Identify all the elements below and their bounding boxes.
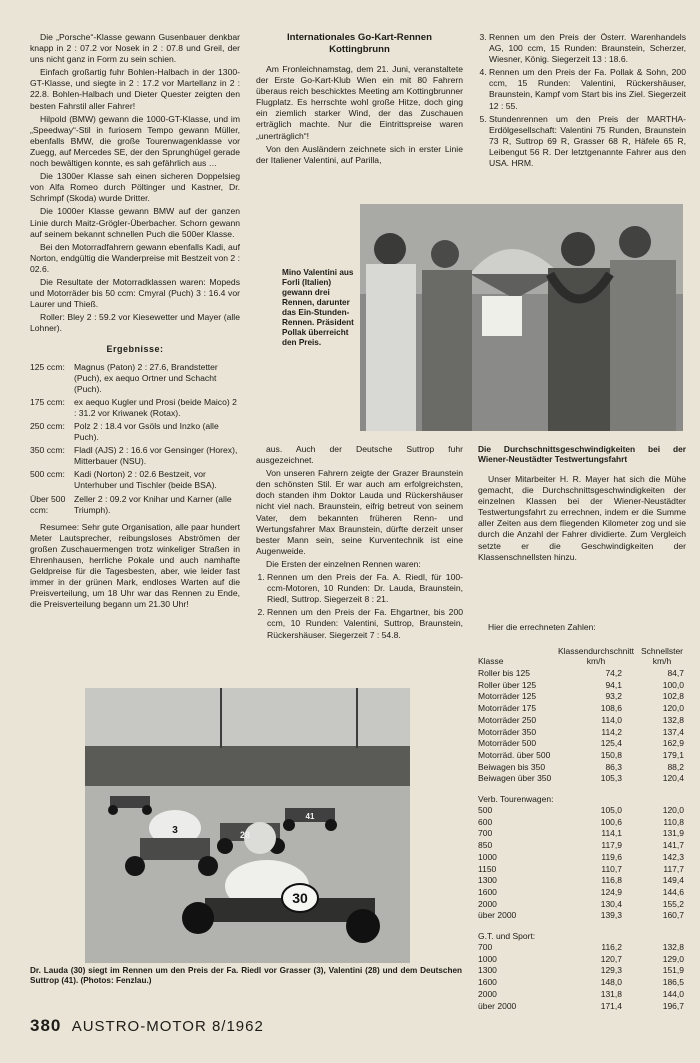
result-text: Fladl (AJS) 2 : 16.6 vor Gensinger (Horex), Mitterbauer (NSU). [74,445,238,467]
column-middle-continued [256,444,463,643]
table-cell-class: 1600 [478,977,497,988]
table-row [478,942,688,954]
table-cell-average: 100,6 [600,816,622,827]
kart-number-suttrop: 41 [305,812,315,821]
table-cell-class: Roller über 125 [478,679,537,690]
result-text: Kadi (Norton) 2 : 02.6 Bestzeit, vor Unterhuber und Tischler (beide BSA). [74,469,217,491]
table-cell-average: 148,0 [600,977,622,988]
table-cell-fastest: 117,7 [663,863,684,874]
table-cell-class: über 2000 [478,1000,517,1011]
kart-number-lead: 30 [292,890,308,906]
speed-table-header [478,646,688,666]
table-cell-average: 74,2 [605,668,622,678]
table-cell-average: 116,8 [601,875,622,886]
table-cell-fastest: 196,7 [662,1000,684,1011]
column-right-body [478,474,686,565]
table-cell-average: 130,4 [600,898,622,909]
table-row [478,703,688,715]
table-row [478,1001,688,1013]
table-cell-fastest: 162,9 [662,738,684,749]
table-cell-class: 1150 [478,863,497,874]
kart-number-grasser: 3 [172,825,178,836]
column-middle [256,32,463,168]
table-cell-average: 114,2 [601,726,622,737]
table-row [478,750,688,762]
table-cell-fastest: 186,5 [662,977,684,988]
result-row [30,494,240,516]
go-kart-race-illustration [85,688,410,963]
table-row [478,910,688,922]
table-row [478,715,688,727]
table-row [478,773,688,785]
table-row [478,864,688,876]
table-cell-average: 120,7 [600,953,622,964]
paragraph: Die Ersten der einzelnen Rennen waren: [266,558,421,569]
results-title: Ergebnisse: [106,344,164,355]
table-cell-fastest: 160,7 [662,910,684,921]
table-cell-class: 2000 [478,988,497,999]
table-cell-fastest: 141,7 [662,840,684,851]
table-cell-fastest: 129,0 [662,953,684,964]
speed-table [478,622,688,1012]
photo-award-caption: Mino Valentini aus Forli (Italien) gewann drei Rennen, darunter das Ein-Stunden-Rennen. Präsident Pollak überreicht den Preis. [282,268,354,347]
table-row [478,738,688,750]
result-text: Polz 2 : 18.4 vor Gsöls und Inzko (alle Puch). [74,421,219,443]
table-cell-average: 124,9 [600,886,622,897]
result-row [30,362,240,395]
table-cell-fastest: 144,6 [662,886,684,897]
resumee-paragraph: Resumee: Sehr gute Organisation, alle paar hundert Meter Lautsprecher, reibungsloses Abströmen der großen Zuschauermengen trotz winkeliger Straßen in Ehrenhausen, herrliche Pokale und auch namhafte Geldpreise für die Tagesbesten, aber, wie leider fast immer in der grünen Mark, endloses Warten auf die Preisverteilung, um 18 Uhr war das Rennen zu Ende, die Preisverteilung begann um 21.30 Uhr! [30,521,240,610]
paragraph: Die „Porsche“-Klasse gewann Gusenbauer denkbar knapp in 2 : 07.2 vor Nosek in 2 : 07.8 und Greil, der uns nicht ganz in Form zu sein schien. [30,32,240,65]
result-class: 125 ccm: [30,361,65,372]
table-row [478,762,688,774]
paragraph: Roller: Bley 2 : 59.2 vor Kiesewetter und Mayer (alle Lohner). [30,312,240,334]
table-group-title: Verb. Tourenwagen: [478,794,554,805]
award-ceremony-illustration [360,204,683,431]
table-row [478,817,688,829]
table-cell-average: 93,2 [605,691,622,702]
table-cell-class: über 2000 [478,910,517,921]
table-row [478,668,688,680]
table-cell-average: 125,4 [600,738,622,749]
paragraph: Hilpold (BMW) gewann die 1000-GT-Klasse, und im „Speedway“-Stil in furiosem Tempo gewann Müller, ebenfalls BMW, die große Tourenwagenklasse vor Zuegg, auf Mercedes SE, der den Sprunghügel gerade noch bewältigen konnte, es sah gefährlich aus … [30,113,240,169]
speed-section-heading: Die Durchschnittsgeschwindigkeiten bei der Wiener-Neustädter Testwertungsfahrt [478,444,686,465]
table-row [478,887,688,899]
list-item: 1. Rennen um den Preis der Fa. A. Riedl, für 100-ccm-Motoren, 10 Runden: Dr. Lauda, Braunstein, Riedl, Suttrop. Siegerzeit 8 : 21. [267,572,463,605]
photo-award-ceremony [360,204,683,431]
paragraph: Bei den Motorradfahrern gewann ebenfalls Kadi, auf Norton, endgültig die Wanderpreise mit Bestzeit von 2 : 02.6. [30,241,240,274]
paragraph: Am Fronleichnamstag, dem 21. Juni, veranstaltete der Erste Go-Kart-Klub Wien ein mit 80 Fahrern überaus reich beschicktes Meeting am Kottingbrunner Flugplatz. Es herrschte wohl große Hitze, doch ging ein ziemlich starker Wind, der das Zuschauen erträglich machte. Nur die Eintrittspreise waren „unerträglich“! [256,64,463,141]
column-left-paragraphs [30,32,240,334]
result-row [30,421,240,443]
table-cell-fastest: 155,2 [662,898,684,909]
list-item: 4. Rennen um den Preis der Fa. Pollak & Sohn, 200 ccm, 15 Runden: Valentini, Rückershäuser, Braunstein, Kampf vom Start bis ins Ziel. Siegerzeit 12 : 55. [489,67,686,111]
table-cell-fastest: 132,8 [662,942,684,953]
table-cell-class: 2000 [478,898,497,909]
race-results-list-2 [478,32,686,169]
table-cell-fastest: 151,9 [662,965,684,976]
table-cell-class: 700 [478,942,493,953]
result-class: 350 ccm: [30,445,65,456]
table-cell-fastest: 102,8 [662,691,684,702]
table-cell-fastest: 84,7 [667,668,684,678]
table-row [478,954,688,966]
table-cell-class: Beiwagen über 350 [478,773,552,784]
table-cell-fastest: 142,3 [662,851,684,862]
table-cell-average: 114,0 [601,714,622,725]
paragraph: Einfach großartig fuhr Bohlen-Halbach in der 1300-GT-Klasse, und siegte in 2 : 17.2 vor Martellanz in 2 : 22.8. Bohlen-Halbach und Dieter Quester zeigten den besten Fahrstil aller Fahrer! [30,67,240,111]
article-headline: Internationales Go-Kart-Rennen Kottingbrunn [287,32,432,55]
speed-table-body [478,668,688,1012]
paragraph: Von unseren Fahrern zeigte der Grazer Braunstein den schönsten Stil. Er war auch am erfolgreichsten, doch standen ihm Doktor Lauda und Rückershäuser nicht viel nach. Braunstein, eifrig betreut von seinem Vater, dem bekannten früheren Renn- und Wertungsfahrer Max Braunstein, dürfte derzeit unser bester Mann sein, seine Kurventechnik ist eine Augenweide. [256,468,463,556]
table-cell-average: 129,3 [600,965,622,976]
table-cell-class: Motorräder 175 [478,703,537,714]
photo-go-kart-race [85,688,410,963]
header-average: Klassendurchschnitt km/h [557,646,635,666]
table-cell-average: 131,8 [600,988,622,999]
list-item: 3. Rennen um den Preis der Österr. Warenhandels AG, 100 ccm, 15 Runden: Braunstein, Scherzer, Wiesner, König. Siegerzeit 13 : 18.6. [489,32,686,65]
table-row [478,899,688,911]
table-cell-fastest: 131,9 [662,828,684,839]
table-row [478,977,688,989]
result-row [30,469,240,491]
table-cell-fastest: 100,0 [662,679,684,690]
table-cell-class: Motorräder 500 [478,738,537,749]
table-group-title: G.T. und Sport: [478,931,536,942]
table-cell-average: 114,1 [601,828,622,839]
table-cell-fastest: 120,4 [662,773,684,784]
table-cell-average: 117,9 [601,840,622,851]
table-cell-class: Motorräder 125 [478,691,537,702]
table-row [478,805,688,817]
result-text: Zeller 2 : 09.2 vor Knihar und Karner (alle Triumph). [74,493,232,515]
table-cell-average: 105,3 [600,773,622,784]
results-list [30,362,240,516]
list-item: 5. Stundenrennen um den Preis der MARTHA-Erdölgesellschaft: Valentini 75 Runden, Braunstein 73 R, Suttrop 69 R, Grasser 68 R, Häfele 65 R, Leibengut 56 R. Der letztgenannte Fahrer aus den USA. HRM. [489,114,686,169]
column-left [30,32,240,613]
speed-section-paragraph: Unser Mitarbeiter H. R. Mayer hat sich die Mühe gemacht, die Durchschnittsgeschwindigkeiten der einzelnen Klassen bei der Wiener-Neustädter Testwertungsfahrt zu errechnen, indem er die Summe aller Zeiten aus dem fliegenden Kilometer zog und sie durch die Anzahl der Fahrer dividierte. Zum Vergleich setzte er die Geschwindigkeiten der Klassenschnellsten hinzu. [478,474,686,562]
table-cell-fastest: 137,4 [662,726,684,737]
table-row [478,828,688,840]
page-footer [30,1016,264,1036]
table-cell-average: 119,6 [601,851,622,862]
table-cell-class: 1000 [478,953,497,964]
table-row [478,840,688,852]
paragraph: Die 1000er Klasse gewann BMW auf der ganzen Linie durch Maitz-Grögler-Überbacher. Schorn gewann auf seinem bekannt schnellen Puch die 500er Klasse. [30,206,240,239]
result-class: Über 500 ccm: [30,493,66,515]
photo-race-caption: Dr. Lauda (30) siegt im Rennen um den Preis der Fa. Riedl vor Grasser (3), Valentini (28) und dem Deutschen Suttrop (41). (Photos: Fenzlau.) [30,966,462,985]
table-cell-fastest: 120,0 [662,805,684,816]
table-row [478,691,688,703]
table-cell-average: 110,7 [601,863,622,874]
table-cell-class: Roller bis 125 [478,668,530,678]
speed-table-intro: Hier die errechneten Zahlen: [488,622,596,632]
table-cell-class: Motorräder 350 [478,726,537,737]
table-row [478,727,688,739]
page-number: 380 [30,1016,62,1035]
result-class: 500 ccm: [30,469,65,480]
table-cell-average: 108,6 [600,703,622,714]
column-middle-cont-paragraphs [256,444,463,570]
table-cell-average: 116,2 [601,942,622,953]
result-text: Magnus (Paton) 2 : 27.6, Brandstetter (Puch), ex aequo Ortner und Schacht (Puch). [74,361,218,394]
table-row [478,989,688,1001]
table-cell-class: Motorräd. über 500 [478,749,551,760]
list-item: 2. Rennen um den Preis der Fa. Ehgartner, bis 200 ccm, 10 Runden: Valentini, Suttrop, Braunstein, Rückershäuser. Siegerzeit 7 : 54.8. [267,607,463,640]
table-cell-class: 600 [478,816,493,827]
table-cell-class: Beiwagen bis 350 [478,761,546,772]
paragraph: Die Resultate der Motorradklassen waren: Mopeds und Motorräder bis 50 ccm: Cmyral (Puch) 3 : 16.4 vor Laurer und Thieß. [30,276,240,310]
table-cell-fastest: 110,8 [663,816,684,827]
result-text: ex aequo Kugler und Prosi (beide Maico) 2 : 31.2 vor Kriwanek (Rotax). [74,396,237,418]
table-cell-class: 1300 [478,965,497,976]
table-row [478,680,688,692]
paragraph: Von den Ausländern zeichnete sich in erster Linie der Italiener Valentini, auf Parilla, [256,143,463,165]
race-results-list-1 [256,572,463,641]
column-right-top [478,32,686,171]
table-cell-class: 1300 [478,875,497,886]
header-klasse: Klasse [478,656,504,666]
table-cell-average: 94,1 [605,679,622,690]
table-cell-fastest: 179,1 [662,749,684,760]
paragraph: Die 1300er Klasse sah einen sicheren Doppelsieg von Alfa Romeo durch Pöltinger und Kastner, Dr. Schrimpf (Skoda) wurde Dritter. [30,171,240,204]
table-cell-average: 171,4 [600,1000,622,1011]
table-cell-average: 86,3 [605,761,622,772]
table-cell-class: 500 [478,805,493,816]
table-cell-average: 105,0 [600,805,622,816]
table-row [478,852,688,864]
table-cell-fastest: 120,0 [662,703,684,714]
table-cell-average: 150,8 [600,749,622,760]
table-cell-fastest: 132,8 [662,714,684,725]
table-cell-class: 1000 [478,851,497,862]
table-cell-class: 700 [478,828,493,839]
table-cell-class: Motorräder 250 [478,714,537,725]
kart-number-valentini: 28 [239,830,251,840]
table-cell-fastest: 144,0 [662,988,684,999]
paragraph: aus. Auch der Deutsche Suttrop fuhr ausgezeichnet. [256,444,463,466]
result-class: 250 ccm: [30,421,65,431]
result-row [30,445,240,467]
table-cell-fastest: 88,2 [667,761,684,772]
table-cell-fastest: 149,4 [662,875,684,886]
table-row [478,875,688,887]
table-cell-class: 1600 [478,886,497,897]
table-cell-class: 850 [478,840,493,851]
result-class: 175 ccm: [30,396,65,407]
header-fastest: Schnellster km/h [640,646,684,666]
column-middle-paragraphs [256,64,463,166]
table-cell-average: 139,3 [600,910,622,921]
table-row [478,965,688,977]
result-row [30,397,240,419]
magazine-issue: AUSTRO-MOTOR 8/1962 [71,1018,264,1035]
